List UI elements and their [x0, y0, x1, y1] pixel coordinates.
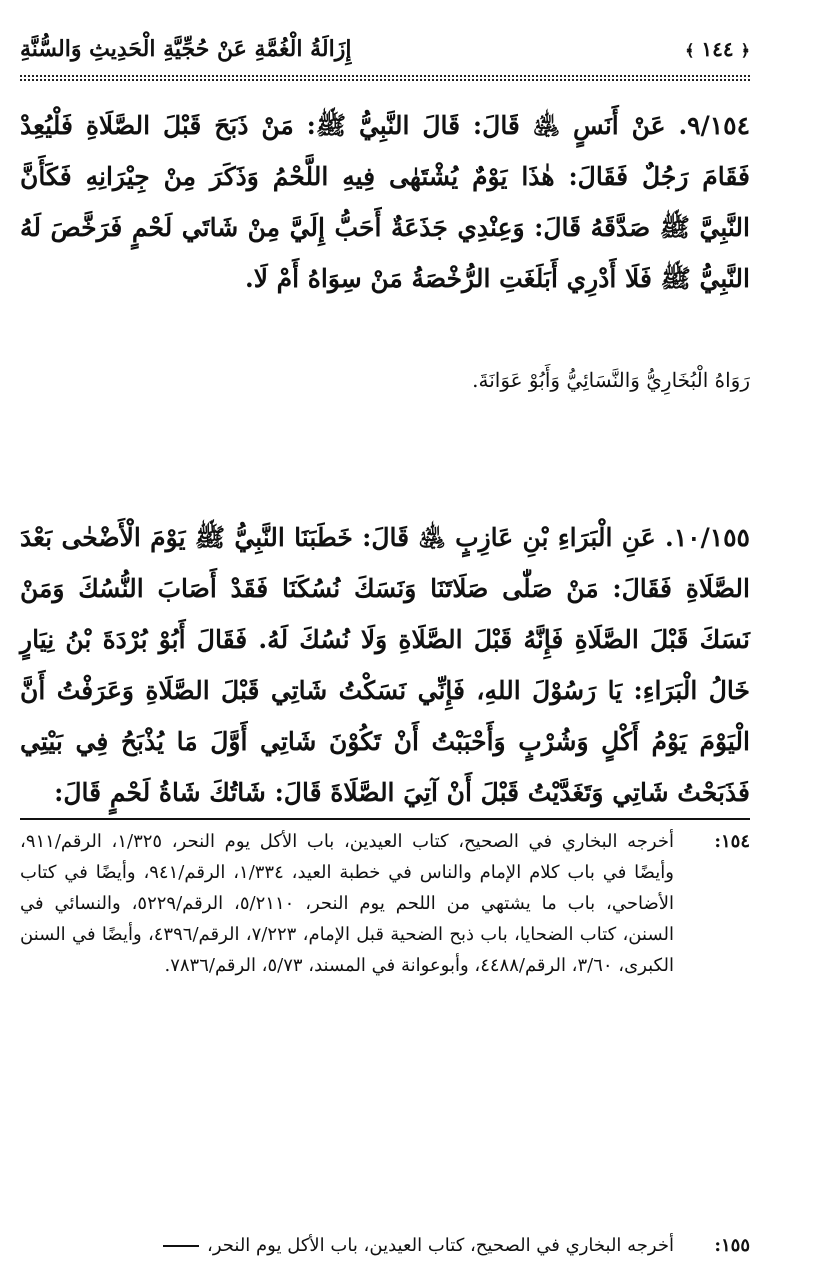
footnote-155-number: ١٥٥:: [714, 1235, 750, 1256]
running-header: [20, 30, 750, 68]
page-number: [685, 37, 750, 61]
hadith-154: [20, 100, 750, 304]
hadith-154-source: رَوَاهُ الْبُخَارِيُّ وَالنَّسَائِيُّ وَأَبُوْ عَوَانَةَ.: [472, 368, 750, 392]
header-dotted-rule: [20, 75, 750, 77]
hadith-155: [20, 512, 750, 818]
header-dotted-rule-2: [20, 79, 750, 81]
footnote-155: [20, 1230, 750, 1261]
footnote-155-body: [20, 1230, 674, 1261]
hadith-154-text: . عَنْ أَنَسٍ ﵁ قَالَ: قَالَ النَّبِيُّ ﷺ: مَنْ ذَبَحَ قَبْلَ الصَّلَاةِ فَلْيُعِدْ فَقَامَ رَجُلٌ فَقَالَ: هٰذَا يَوْمٌ يُشْتَهٰى فِيهِ اللَّحْمُ وَذَكَرَ مِنْ جِيْرَانِهِ فَكَأَنَّ النَّبِيَّ ﷺ صَدَّقَهُ قَالَ: وَعِنْدِي جَذَعَةٌ أَحَبُّ إِلَيَّ مِنْ شَاتَي لَحْمٍ فَرَخَّصَ لَهُ النَّبِيُّ ﷺ فَلَا أَدْرِي أَبَلَغَتِ الرُّخْصَةُ مَنْ سِوَاهُ أَمْ لَا.: [20, 111, 750, 293]
continuation-dash: [163, 1245, 199, 1247]
footnote-155-text: أخرجه البخاري في الصحيح، كتاب العيدين، باب الأكل يوم النحر،: [207, 1235, 674, 1256]
hadith-154-number: ٩/١٥٤: [687, 111, 750, 140]
footnote-154: [20, 826, 750, 981]
page-number-value: ١٤٤: [701, 37, 734, 61]
footnote-154-number: ١٥٤:: [714, 831, 750, 852]
footnote-154-text: أخرجه البخاري في الصحيح، كتاب العيدين، باب الأكل يوم النحر، ١/٣٢٥، الرقم/٩١١، وأيضًا في باب كلام الإمام والناس في خطبة العيد، ١/٣٣٤، الرقم/٩٤١، وأيضًا في كتاب الأضاحي، باب ما يشتهي من اللحم يوم النحر، ٥/٢١١٠، الرقم/٥٢٢٩، والنسائي في السنن، كتاب الضحايا، باب ذبح الضحية قبل الإمام، ٧/٢٢٣، الرقم/٤٣٩٦، وأيضًا في السنن الكبرى، ٣/٦٠، الرقم/٤٤٨٨، وأبوعوانة في المسند، ٥/٧٣، الرقم/٧٨٣٦.: [20, 831, 674, 976]
hadith-155-number: ١٠/١٥٥: [673, 523, 750, 552]
ornament-left: ﴾: [685, 41, 695, 60]
ornament-right: ﴿: [740, 41, 750, 60]
hadith-155-text: . عَنِ الْبَرَاءِ بْنِ عَازِبٍ ﵁ قَالَ: خَطَبَنَا النَّبِيُّ ﷺ يَوْمَ الْأَضْحٰى بَعْدَ الصَّلَاةِ فَقَالَ: مَنْ صَلّٰى صَلَاتَنَا وَنَسَكَ نُسُكَنَا فَقَدْ أَصَابَ النُّسُكَ وَمَنْ نَسَكَ قَبْلَ الصَّلَاةِ فَإِنَّهُ قَبْلَ الصَّلَاةِ وَلَا نُسُكَ لَهُ. فَقَالَ أَبُوْ بُرْدَةَ بْنُ نِيَارٍ خَالُ الْبَرَاءِ: يَا رَسُوْلَ اللهِ، فَإِنِّي نَسَكْتُ شَاتِي قَبْلَ الصَّلَاةِ وَعَرَفْتُ أَنَّ الْيَوْمَ يَوْمُ أَكْلٍ وَشُرْبٍ وَأَحْبَبْتُ أَنْ تَكُوْنَ شَاتِي أَوَّلَ مَا يُذْبَحُ فِي بَيْتِي فَذَبَحْتُ شَاتِي وَتَغَدَّيْتُ قَبْلَ أَنْ آتِيَ الصَّلَاةَ قَالَ: شَاتُكَ شَاةُ لَحْمٍ قَالَ:: [20, 523, 750, 807]
footnote-separator: [20, 818, 750, 820]
running-title: إِزَالَةُ الْغُمَّةِ عَنْ حُجِّيَّةِ الْحَدِيثِ وَالسُّنَّةِ: [20, 36, 352, 62]
